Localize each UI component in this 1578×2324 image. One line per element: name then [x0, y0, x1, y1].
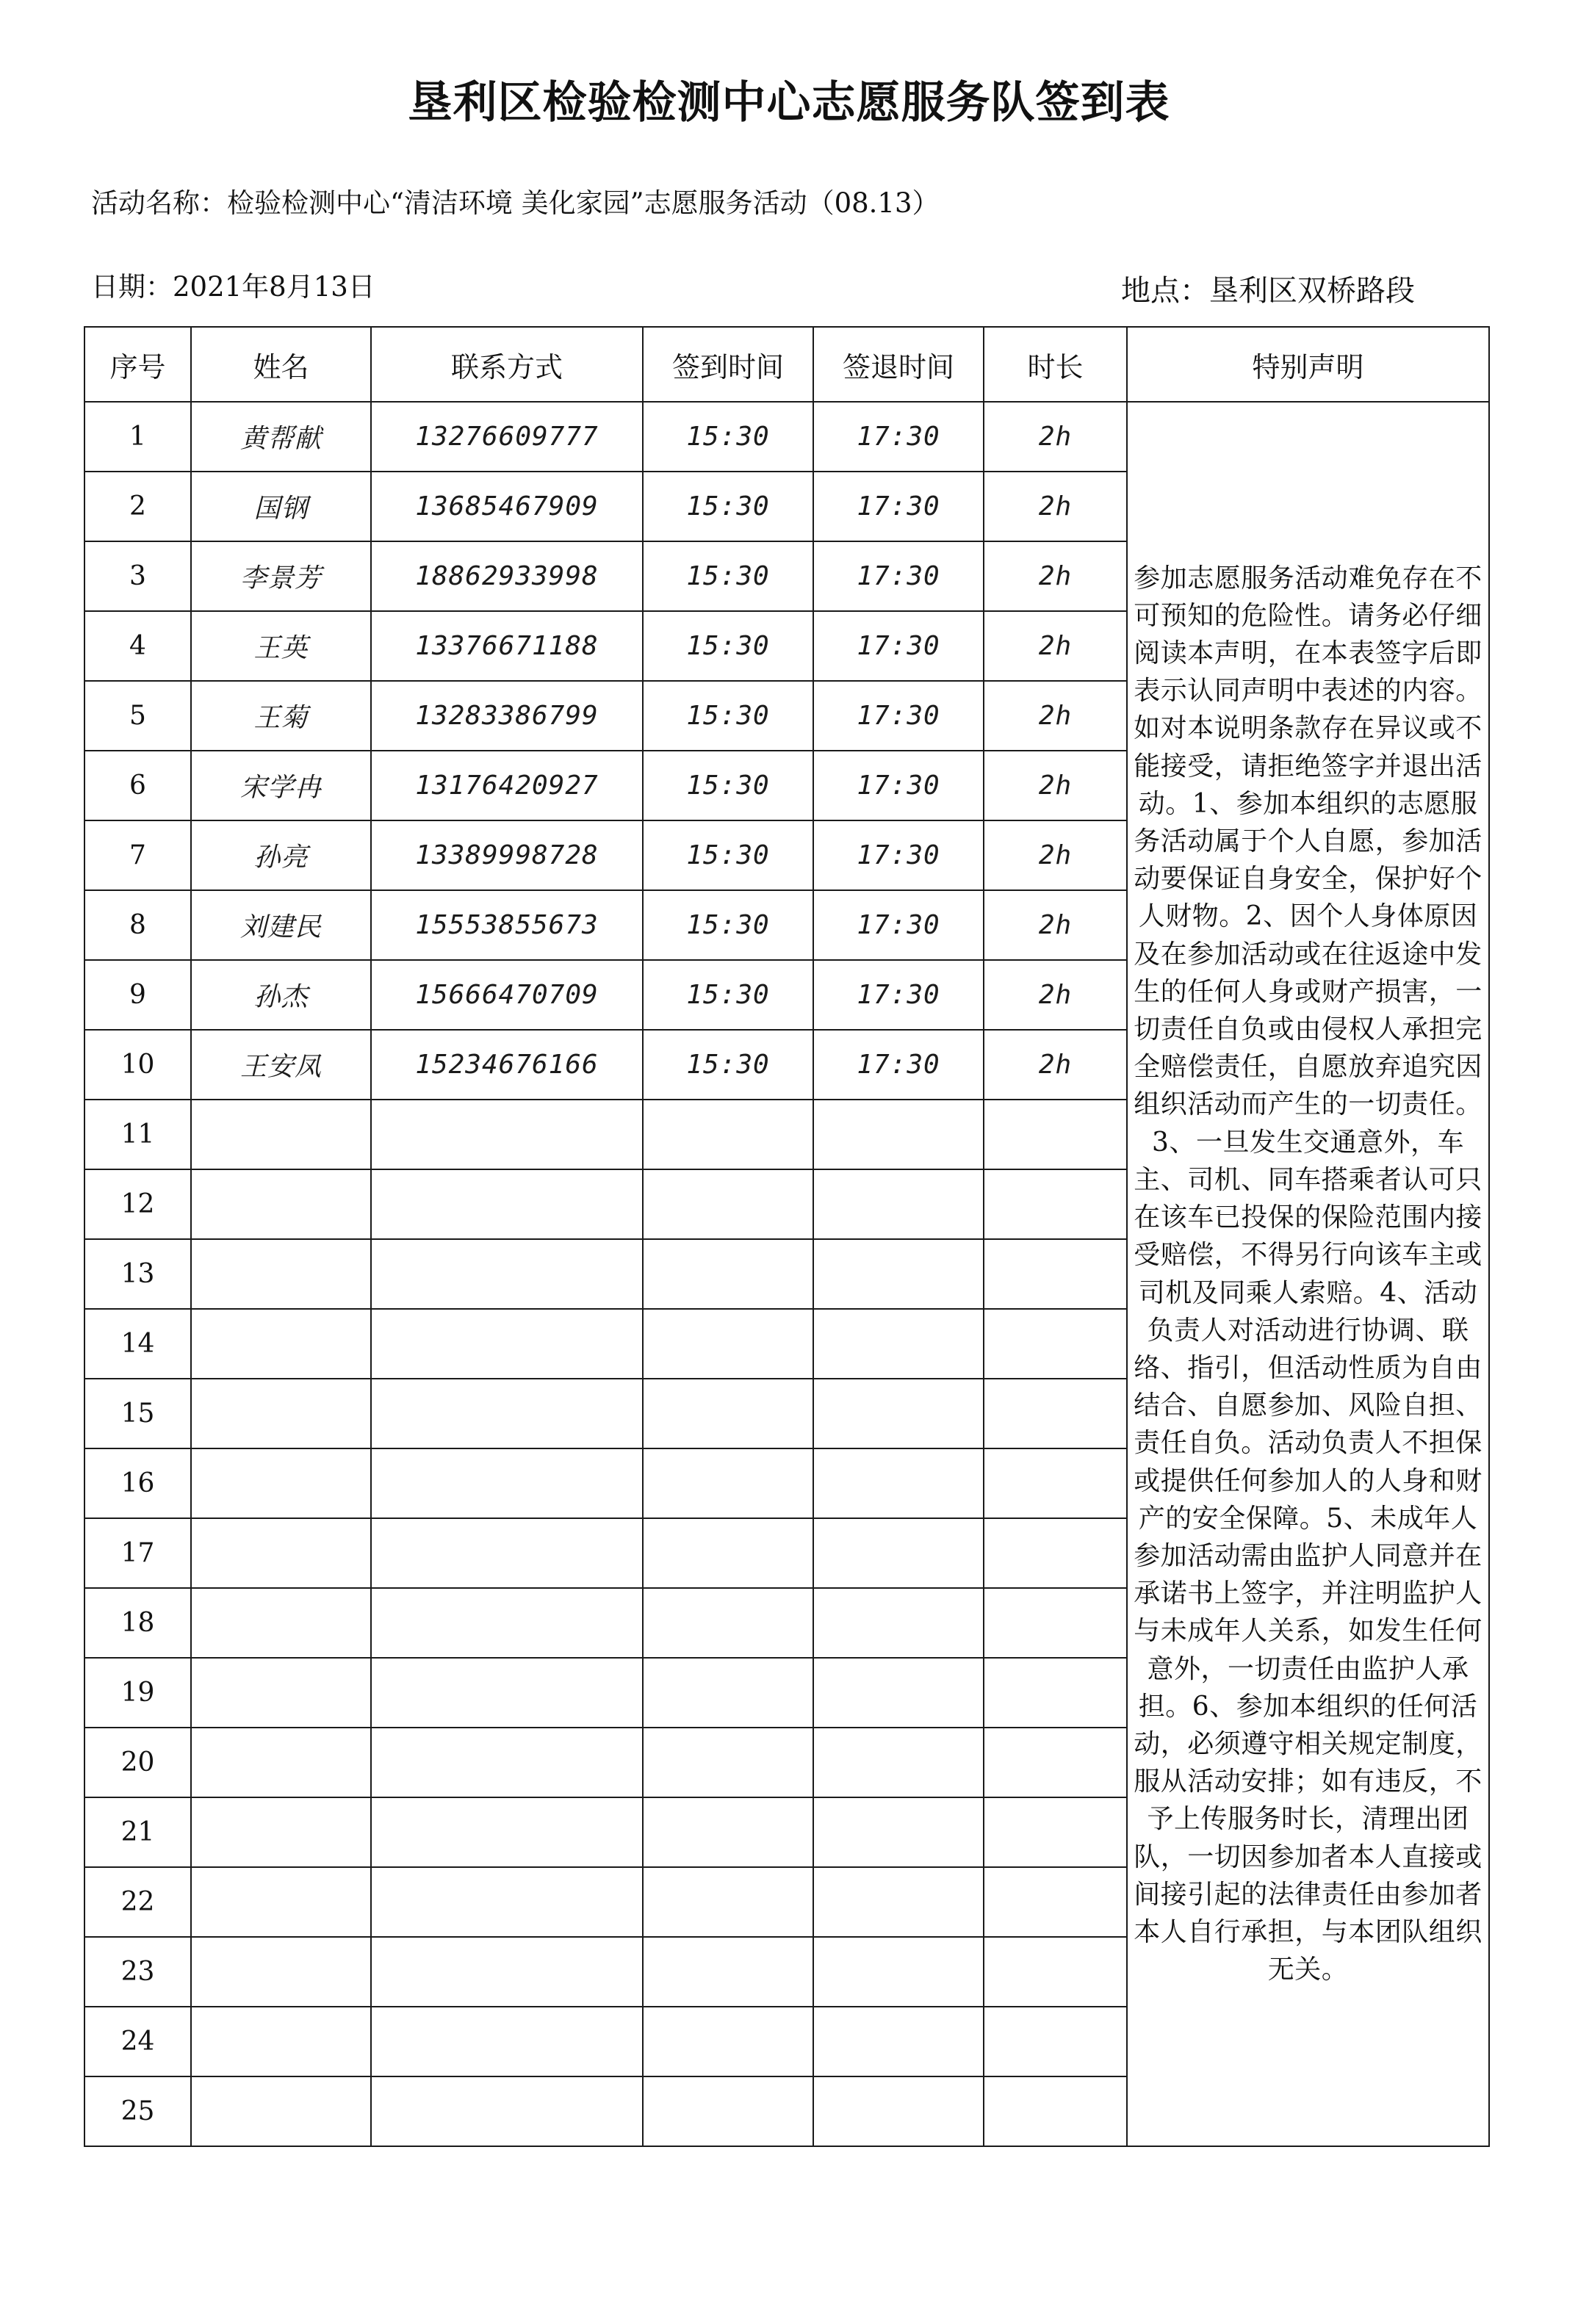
row-index: 9 [84, 960, 191, 1030]
volunteer-signature [191, 1588, 371, 1658]
phone-number: 13376671188 [371, 611, 643, 681]
row-index: 11 [84, 1100, 191, 1169]
row-index: 6 [84, 751, 191, 820]
header-duration: 时长 [984, 327, 1127, 402]
volunteer-signature: 李景芳 [191, 541, 371, 611]
table-row [84, 402, 1489, 472]
duration: 2h [984, 890, 1127, 960]
sign-in-time: 15:30 [643, 960, 813, 1030]
phone-number [371, 1309, 643, 1379]
duration [984, 1518, 1127, 1588]
sign-out-time [813, 1100, 984, 1169]
sign-out-time: 17:30 [813, 681, 984, 751]
phone-number [371, 1169, 643, 1239]
phone-number: 13276609777 [371, 402, 643, 472]
duration: 2h [984, 751, 1127, 820]
table-header-row [84, 327, 1489, 402]
row-index: 17 [84, 1518, 191, 1588]
phone-number [371, 1588, 643, 1658]
date-line: 日期：2021年8月13日 [91, 271, 375, 303]
sign-out-time [813, 2007, 984, 2076]
duration: 2h [984, 472, 1127, 541]
sign-out-time [813, 1728, 984, 1797]
row-index: 10 [84, 1030, 191, 1100]
sign-out-time [813, 1867, 984, 1937]
sign-out-time: 17:30 [813, 1030, 984, 1100]
sign-in-time [643, 1100, 813, 1169]
duration [984, 1588, 1127, 1658]
header-declaration: 特别声明 [1127, 327, 1489, 402]
sign-out-time: 17:30 [813, 611, 984, 681]
row-index: 4 [84, 611, 191, 681]
volunteer-signature: 宋学冉 [191, 751, 371, 820]
row-index: 18 [84, 1588, 191, 1658]
sign-in-time: 15:30 [643, 751, 813, 820]
volunteer-signature [191, 1937, 371, 2007]
sign-out-time [813, 2076, 984, 2146]
row-index: 20 [84, 1728, 191, 1797]
phone-number [371, 1100, 643, 1169]
phone-number [371, 1728, 643, 1797]
sign-out-time: 17:30 [813, 960, 984, 1030]
volunteer-signature: 刘建民 [191, 890, 371, 960]
sign-out-time: 17:30 [813, 820, 984, 890]
sign-in-time [643, 1797, 813, 1867]
volunteer-signature [191, 1169, 371, 1239]
row-index: 21 [84, 1797, 191, 1867]
volunteer-signature: 国钢 [191, 472, 371, 541]
sign-in-time [643, 1728, 813, 1797]
row-index: 25 [84, 2076, 191, 2146]
duration: 2h [984, 402, 1127, 472]
duration [984, 1239, 1127, 1309]
sign-out-time [813, 1379, 984, 1448]
sign-in-time: 15:30 [643, 611, 813, 681]
sign-in-time: 15:30 [643, 402, 813, 472]
sign-out-time [813, 1169, 984, 1239]
sign-out-time [813, 1518, 984, 1588]
phone-number: 15553855673 [371, 890, 643, 960]
volunteer-signature [191, 1309, 371, 1379]
phone-number: 15234676166 [371, 1030, 643, 1100]
sign-in-time: 15:30 [643, 890, 813, 960]
sign-in-time [643, 1588, 813, 1658]
sign-out-time [813, 1239, 984, 1309]
volunteer-signature [191, 1867, 371, 1937]
phone-number: 18862933998 [371, 541, 643, 611]
volunteer-signature: 王菊 [191, 681, 371, 751]
sign-in-time [643, 1379, 813, 1448]
volunteer-signature [191, 1518, 371, 1588]
duration [984, 1937, 1127, 2007]
sign-in-time [643, 1448, 813, 1518]
volunteer-signature [191, 1448, 371, 1518]
row-index: 22 [84, 1867, 191, 1937]
sign-in-time [643, 1937, 813, 2007]
sign-in-time [643, 2076, 813, 2146]
phone-number [371, 1658, 643, 1728]
duration: 2h [984, 541, 1127, 611]
duration [984, 1728, 1127, 1797]
volunteer-signature [191, 1239, 371, 1309]
sign-in-time: 15:30 [643, 1030, 813, 1100]
volunteer-signature [191, 1379, 371, 1448]
row-index: 1 [84, 402, 191, 472]
duration [984, 1100, 1127, 1169]
header-sign-in-time: 签到时间 [643, 327, 813, 402]
volunteer-signature: 王英 [191, 611, 371, 681]
volunteer-signature [191, 1658, 371, 1728]
volunteer-signature: 孙杰 [191, 960, 371, 1030]
header-name: 姓名 [191, 327, 371, 402]
header-contact: 联系方式 [371, 327, 643, 402]
phone-number [371, 1797, 643, 1867]
duration [984, 1379, 1127, 1448]
volunteer-signature: 黄帮献 [191, 402, 371, 472]
sign-in-time [643, 1169, 813, 1239]
sign-out-time: 17:30 [813, 472, 984, 541]
header-sign-out-time: 签退时间 [813, 327, 984, 402]
duration [984, 1658, 1127, 1728]
row-index: 23 [84, 1937, 191, 2007]
volunteer-signature [191, 1100, 371, 1169]
phone-number [371, 1379, 643, 1448]
duration [984, 1309, 1127, 1379]
sign-out-time [813, 1309, 984, 1379]
duration: 2h [984, 1030, 1127, 1100]
row-index: 12 [84, 1169, 191, 1239]
volunteer-signature: 王安凤 [191, 1030, 371, 1100]
duration: 2h [984, 611, 1127, 681]
phone-number: 13389998728 [371, 820, 643, 890]
header-index: 序号 [84, 327, 191, 402]
phone-number [371, 1448, 643, 1518]
sign-out-time: 17:30 [813, 541, 984, 611]
phone-number [371, 2076, 643, 2146]
row-index: 13 [84, 1239, 191, 1309]
row-index: 5 [84, 681, 191, 751]
sign-out-time [813, 1588, 984, 1658]
row-index: 24 [84, 2007, 191, 2076]
volunteer-signature [191, 2007, 371, 2076]
duration [984, 1448, 1127, 1518]
sign-in-time: 15:30 [643, 820, 813, 890]
sign-out-time: 17:30 [813, 890, 984, 960]
location-line: 地点：垦利区双桥路段 [1121, 274, 1415, 308]
sign-out-time: 17:30 [813, 751, 984, 820]
phone-number: 15666470709 [371, 960, 643, 1030]
row-index: 15 [84, 1379, 191, 1448]
row-index: 7 [84, 820, 191, 890]
sign-out-time [813, 1937, 984, 2007]
row-index: 14 [84, 1309, 191, 1379]
sign-out-time [813, 1658, 984, 1728]
volunteer-signature [191, 1728, 371, 1797]
sign-out-time: 17:30 [813, 402, 984, 472]
activity-name-line: 活动名称：检验检测中心“清洁环境 美化家园”志愿服务活动（08.13） [91, 187, 940, 219]
phone-number [371, 1937, 643, 2007]
sign-in-time [643, 1867, 813, 1937]
row-index: 8 [84, 890, 191, 960]
special-declaration: 参加志愿服务活动难免存在不可预知的危险性。请务必仔细阅读本声明，在本表签字后即表示认同声明中表述的内容。如对本说明条款存在异议或不能接受，请拒绝签字并退出活动。1、参加本组织的志愿服务活动属于个人自愿，参加活动要保证自身安全，保护好个人财物。2、因个人身体原因及在参加活动或在往返途中发生的任何人身或财产损害，一切责任自负或由侵权人承担完全赔偿责任，自愿放弃追究因组织活动而产生的一切责任。3、一旦发生交通意外，车主、司机、同车搭乘者认可只在该车已投保的保险范围内接受赔偿，不得另行向该车主或司机及同乘人索赔。4、活动负责人对活动进行协调、联络、指引，但活动性质为自由结合、自愿参加、风险自担、责任自负。活动负责人不担保或提供任何参加人的人身和财产的安全保障。5、未成年人参加活动需由监护人同意并在承诺书上签字，并注明监护人与未成年人关系，如发生任何意外，一切责任由监护人承担。6、参加本组织的任何活动，必须遵守相关规定制度，服从活动安排；如有违反，不予上传服务时长，清理出团队，一切因参加者本人直接或间接引起的法律责任由参加者本人自行承担，与本团队组织无关。 [1127, 402, 1489, 2146]
duration [984, 2076, 1127, 2146]
duration [984, 1169, 1127, 1239]
sign-in-time [643, 1239, 813, 1309]
duration: 2h [984, 960, 1127, 1030]
phone-number: 13176420927 [371, 751, 643, 820]
sign-in-table [84, 326, 1490, 2147]
row-index: 2 [84, 472, 191, 541]
sign-in-time: 15:30 [643, 541, 813, 611]
phone-number [371, 1867, 643, 1937]
document-title: 垦利区检验检测中心志愿服务队签到表 [408, 77, 1170, 129]
volunteer-signature: 孙亮 [191, 820, 371, 890]
sign-in-time [643, 1658, 813, 1728]
sign-in-time [643, 1309, 813, 1379]
duration [984, 1797, 1127, 1867]
row-index: 16 [84, 1448, 191, 1518]
sign-in-time: 15:30 [643, 681, 813, 751]
duration [984, 2007, 1127, 2076]
sign-in-time [643, 2007, 813, 2076]
phone-number [371, 1239, 643, 1309]
sign-out-time [813, 1797, 984, 1867]
row-index: 19 [84, 1658, 191, 1728]
row-index: 3 [84, 541, 191, 611]
phone-number [371, 1518, 643, 1588]
sign-in-time [643, 1518, 813, 1588]
phone-number [371, 2007, 643, 2076]
phone-number: 13685467909 [371, 472, 643, 541]
sign-in-time: 15:30 [643, 472, 813, 541]
phone-number: 13283386799 [371, 681, 643, 751]
volunteer-signature [191, 1797, 371, 1867]
sign-out-time [813, 1448, 984, 1518]
volunteer-signature [191, 2076, 371, 2146]
duration [984, 1867, 1127, 1937]
duration: 2h [984, 820, 1127, 890]
duration: 2h [984, 681, 1127, 751]
